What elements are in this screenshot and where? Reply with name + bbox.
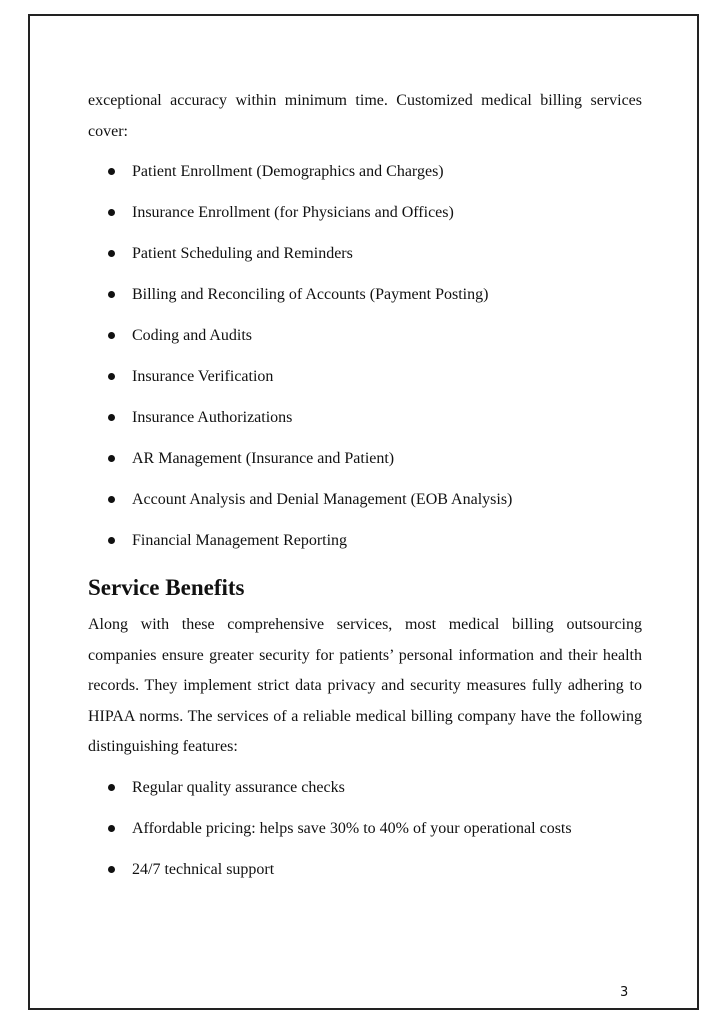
list-item: [88, 397, 642, 438]
document-body: [88, 86, 642, 890]
list-item: [88, 767, 642, 808]
feature-item-label: Affordable pricing: helps save 30% to 40% of your operational costs: [132, 819, 572, 837]
bullet-icon: [108, 168, 115, 175]
list-item: [88, 849, 642, 890]
bullet-icon: [108, 291, 115, 298]
list-item: [88, 274, 642, 315]
service-item-label: Account Analysis and Denial Management (EOB Analysis): [132, 491, 513, 508]
section-heading: Service Benefits: [88, 575, 245, 600]
bullet-icon: [108, 414, 115, 421]
list-item: [88, 479, 642, 520]
list-item: [88, 356, 642, 397]
list-item: [88, 192, 642, 233]
list-item: [88, 808, 642, 849]
service-item-label: Patient Scheduling and Reminders: [132, 245, 353, 262]
features-list: [88, 767, 642, 890]
feature-item-label: Regular quality assurance checks: [132, 778, 345, 796]
bullet-icon: [108, 332, 115, 339]
service-item-label: Financial Management Reporting: [132, 532, 348, 549]
list-item: [88, 315, 642, 356]
bullet-icon: [108, 373, 115, 380]
page-number: 3: [620, 985, 629, 1000]
service-item-label: Billing and Reconciling of Accounts (Payment Posting): [132, 286, 489, 303]
bullet-icon: [108, 455, 115, 462]
bullet-icon: [108, 537, 115, 544]
list-item: [88, 233, 642, 274]
bullet-icon: [108, 784, 115, 791]
list-item: [88, 438, 642, 479]
service-item-label: Insurance Verification: [132, 368, 274, 385]
service-item-label: Coding and Audits: [132, 327, 253, 344]
bullet-icon: [108, 250, 115, 257]
service-item-label: Insurance Authorizations: [132, 409, 293, 426]
list-item: [88, 151, 642, 192]
bullet-icon: [108, 209, 115, 216]
bullet-icon: [108, 866, 115, 873]
services-list: [88, 151, 642, 561]
bullet-icon: [108, 825, 115, 832]
feature-item-label: 24/7 technical support: [132, 860, 275, 878]
benefits-paragraph: Along with these comprehensive services, most medical billing outsourcing companies ensure greater security for patients’ personal information and their health records. They implement strict data privacy and security measures fully adhering to HIPAA norms. The services of a reliable medical billing company have the following distinguishing features:: [88, 616, 642, 755]
service-item-label: Patient Enrollment (Demographics and Charges): [132, 163, 444, 180]
service-item-label: AR Management (Insurance and Patient): [132, 450, 395, 467]
service-item-label: Insurance Enrollment (for Physicians and Offices): [132, 204, 454, 221]
intro-paragraph: exceptional accuracy within minimum time. Customized medical billing services cover:: [88, 92, 642, 140]
list-item: [88, 520, 642, 561]
bullet-icon: [108, 496, 115, 503]
